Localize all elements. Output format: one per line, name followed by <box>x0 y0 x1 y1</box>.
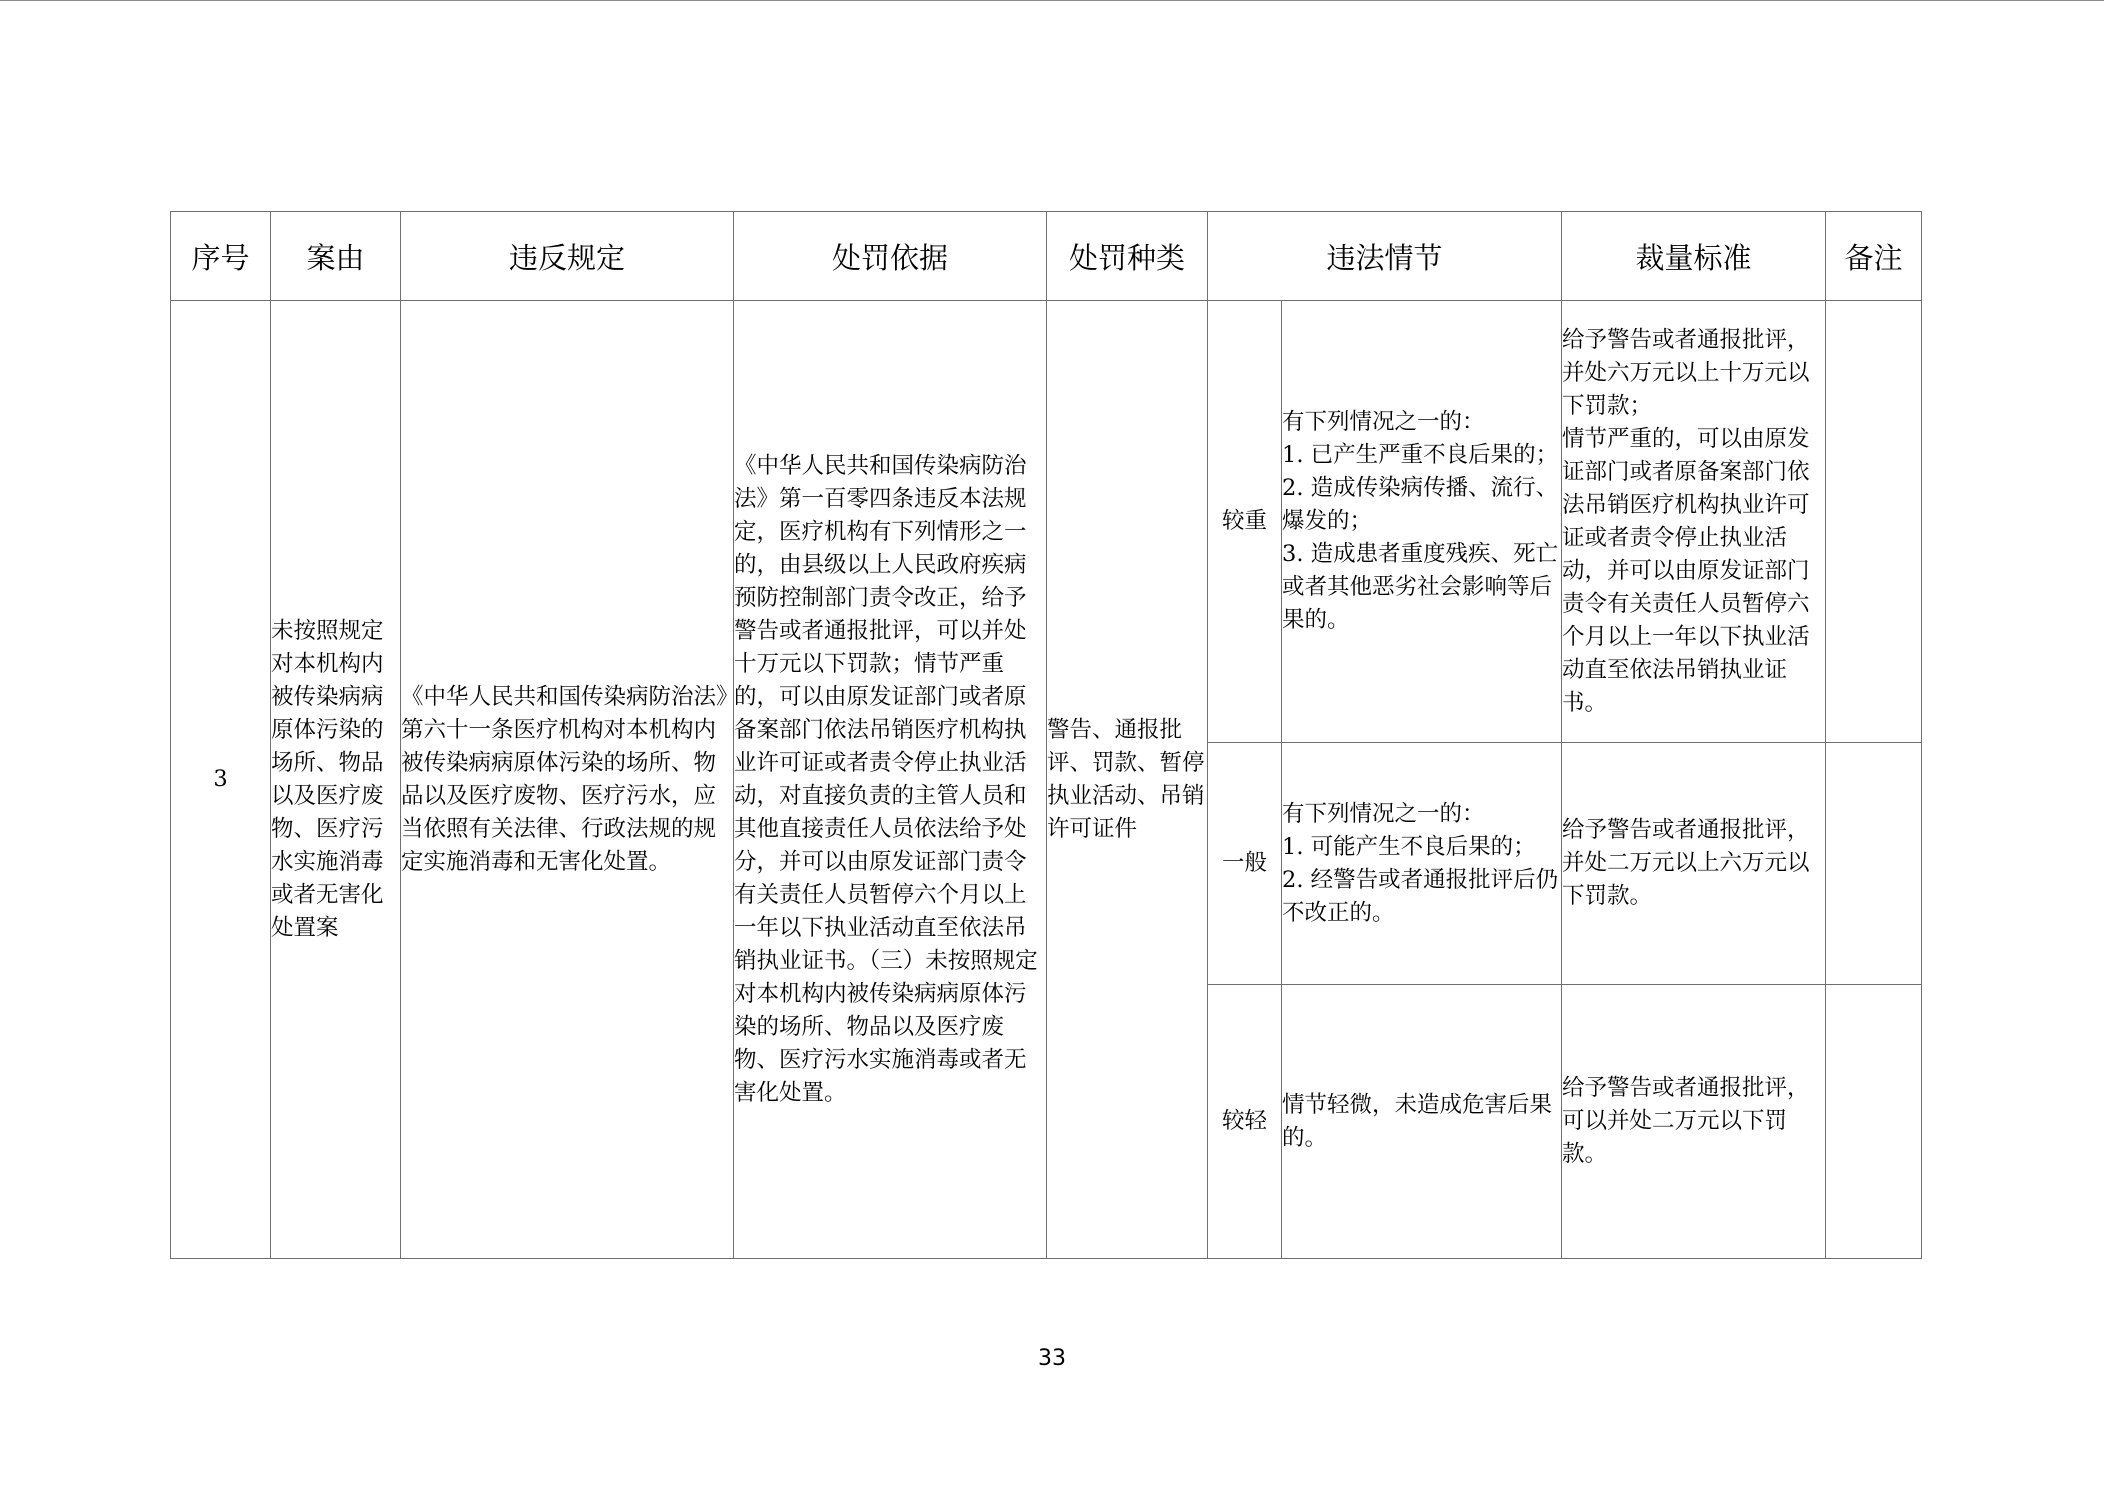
header-circumstance: 违法情节 <box>1208 212 1562 301</box>
remarks-general <box>1826 743 1922 985</box>
row-number: 3 <box>171 301 271 1259</box>
table-row <box>171 301 1922 743</box>
standard-minor: 给予警告或者通报批评，可以并处二万元以下罚款。 <box>1562 985 1826 1259</box>
page-number: 33 <box>1038 1346 1066 1371</box>
standard-general: 给予警告或者通报批评，并处二万元以上六万元以下罚款。 <box>1562 743 1826 985</box>
header-case-reason: 案由 <box>271 212 401 301</box>
penalty-basis: 《中华人民共和国传染病防治法》第一百零四条违反本法规定，医疗机构有下列情形之一的，由县级以上人民政府疾病预防控制部门责令改正，给予警告或者通报批评，可以并处十万元以下罚款；情节严重的，可以由原发证部门或者原备案部门依法吊销医疗机构执业许可证或者责令停止执业活动，对直接负责的主管人员和其他直接责任人员依法给予处分，并可以由原发证部门责令有关责任人员暂停六个月以上一年以下执业活动直至依法吊销执业证书。（三）未按照规定对本机构内被传染病病原体污染的场所、物品以及医疗废物、医疗污水实施消毒或者无害化处置。 <box>734 301 1047 1259</box>
severity-level-severe: 较重 <box>1208 301 1282 743</box>
circumstance-minor: 情节轻微，未造成危害后果的。 <box>1282 985 1562 1259</box>
penalty-types: 警告、通报批评、罚款、暂停执业活动、吊销许可证件 <box>1047 301 1208 1259</box>
violated-rule: 《中华人民共和国传染病防治法》第六十一条医疗机构对本机构内被传染病病原体污染的场所、物品以及医疗废物、医疗污水，应当依照有关法律、行政法规的规定实施消毒和无害化处置。 <box>401 301 734 1259</box>
header-number: 序号 <box>171 212 271 301</box>
header-penalty-basis: 处罚依据 <box>734 212 1047 301</box>
remarks-minor <box>1826 985 1922 1259</box>
standard-severe: 给予警告或者通报批评，并处六万元以上十万元以下罚款； 情节严重的，可以由原发证部门或者原备案部门依法吊销医疗机构执业许可证或者责令停止执业活动，并可以由原发证部门责令有关责任人员暂停六个月以上一年以下执业活动直至依法吊销执业证书。 <box>1562 301 1826 743</box>
severity-level-minor: 较轻 <box>1208 985 1282 1259</box>
header-remarks: 备注 <box>1826 212 1922 301</box>
penalty-discretion-table <box>170 211 1922 1259</box>
header-standard: 裁量标准 <box>1562 212 1826 301</box>
page-top-rule <box>0 0 2104 1</box>
header-violated-rule: 违反规定 <box>401 212 734 301</box>
circumstance-severe: 有下列情况之一的： 1. 已产生严重不良后果的； 2. 造成传染病传播、流行、爆发的； 3. 造成患者重度残疾、死亡或者其他恶劣社会影响等后果的。 <box>1282 301 1562 743</box>
header-penalty-types: 处罚种类 <box>1047 212 1208 301</box>
circumstance-general: 有下列情况之一的： 1. 可能产生不良后果的； 2. 经警告或者通报批评后仍不改正的。 <box>1282 743 1562 985</box>
header-row <box>171 212 1922 301</box>
severity-level-general: 一般 <box>1208 743 1282 985</box>
remarks-severe <box>1826 301 1922 743</box>
case-reason: 未按照规定对本机构内被传染病病原体污染的场所、物品以及医疗废物、医疗污水实施消毒或者无害化处置案 <box>271 301 401 1259</box>
